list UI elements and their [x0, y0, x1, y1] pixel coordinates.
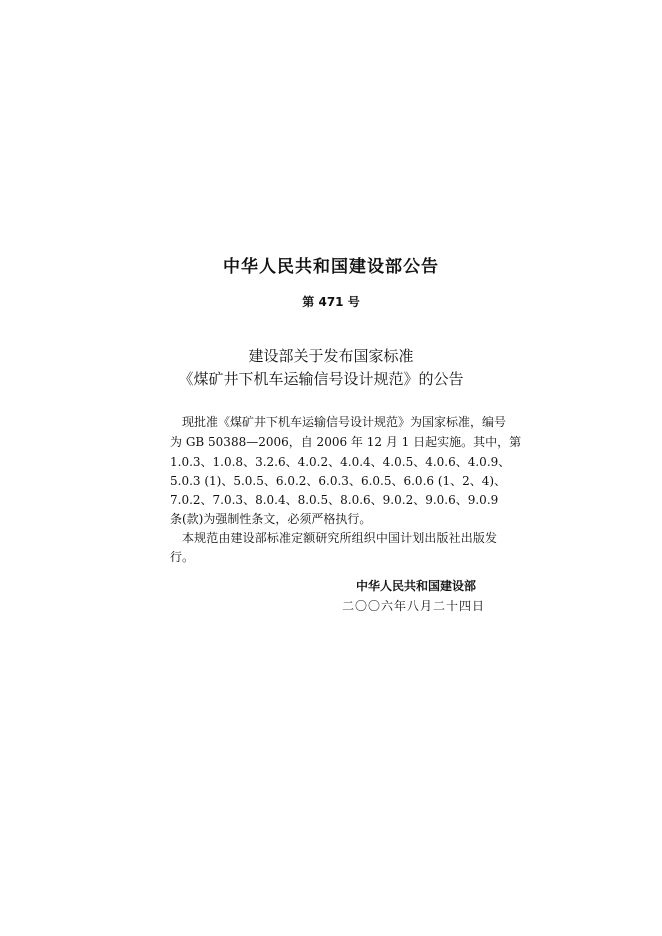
body-line-2: 为 GB 50388—2006，自 2006 年 12 月 1 日起实施。其中，第 — [170, 435, 522, 449]
body-line-5: 7.0.2、7.0.3、8.0.4、8.0.5、8.0.6、9.0.2、9.0.6、9.0.9 — [170, 493, 499, 507]
body-line-6: 条(款)为强制性条文，必须严格执行。 — [170, 512, 372, 526]
announcement-number: 第 471 号 — [302, 295, 360, 309]
signature-date: 二〇〇六年八月二十四日 — [342, 599, 486, 613]
subtitle-line-1: 建设部关于发布国家标准 — [248, 347, 414, 365]
body-line-1: 现批准《煤矿井下机车运输信号设计规范》为国家标准，编号 — [182, 415, 507, 429]
body-line-3: 1.0.3、1.0.8、3.2.6、4.0.2、4.0.4、4.0.5、4.0.6、4.0.9、 — [170, 455, 511, 469]
announcement-title: 中华人民共和国建设部公告 — [223, 257, 439, 277]
body-line-7: 本规范由建设部标准定额研究所组织中国计划出版社出版发 — [182, 531, 497, 545]
body-line-4: 5.0.3 (1)、5.0.5、6.0.2、6.0.3、6.0.5、6.0.6 (1、2、4)、 — [170, 474, 507, 488]
signature-organization: 中华人民共和国建设部 — [356, 579, 477, 593]
subtitle-line-2: 《煤矿井下机车运输信号设计规范》的公告 — [178, 370, 464, 388]
body-line-8: 行。 — [170, 550, 195, 564]
